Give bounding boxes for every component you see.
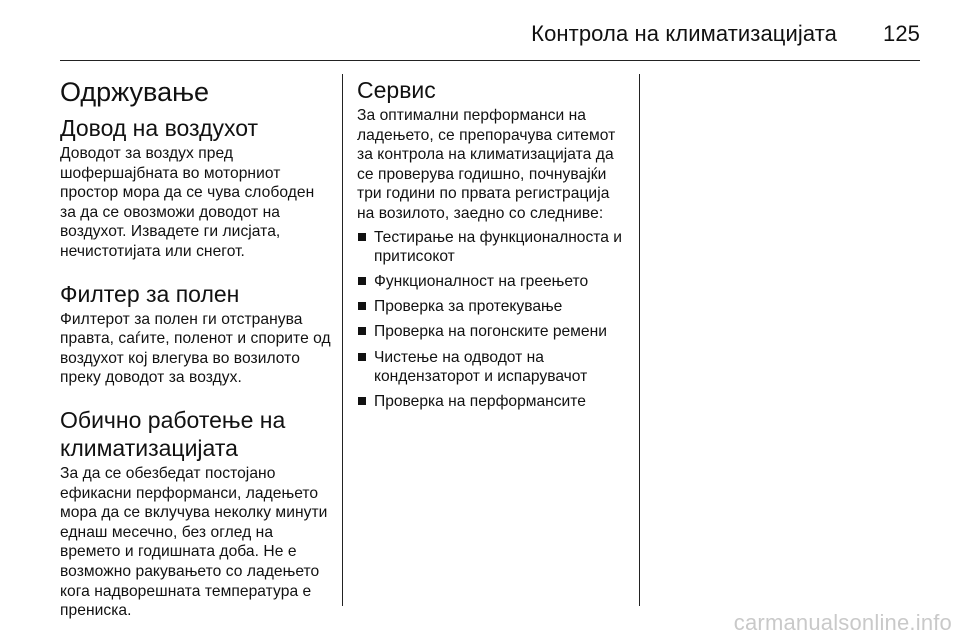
column-divider-left [342, 74, 343, 606]
section-heading: Обично работење на климатизацијата [60, 406, 286, 461]
service-intro: За оптимални перформанси на ладењето, се препорачува ситемот за контрола на климатизацијата да се проверува годишно, почнувајќи три години по првата регистрација на возилото, заедно со следниве: [357, 107, 616, 222]
watermark: carmanualsonline.info [733, 610, 952, 635]
service-check-list [357, 228, 629, 412]
section-regular-operation [60, 406, 332, 621]
column-divider-right [639, 74, 640, 606]
square-bullet-icon [358, 233, 366, 241]
column-left [60, 76, 332, 639]
square-bullet-icon [358, 397, 366, 405]
square-bullet-icon [358, 327, 366, 335]
list-item: Тестирање на функционалноста и притисокот [357, 228, 629, 267]
square-bullet-icon [358, 353, 366, 361]
page-number: 125 [882, 21, 920, 46]
section-pollen-filter [60, 280, 332, 388]
section-text: Филтерот за полен ги отстранува правта, саѓите, поленот и спорите од воздухот кој влегува во возилото преку доводот за воздух. [60, 310, 331, 387]
square-bullet-icon [358, 302, 366, 310]
list-item: Чистење на одводот на кондензаторот и испарувачот [357, 348, 629, 387]
column-middle [357, 76, 629, 417]
list-item: Проверка на погонските ремени [357, 322, 629, 342]
list-item: Проверка за протекување [357, 297, 629, 317]
section-air-intake [60, 114, 332, 262]
header-title: Контрола на климатизацијата [531, 21, 837, 46]
chapter-heading: Одржување [60, 77, 210, 107]
section-heading: Филтер за полен [60, 280, 240, 307]
service-heading: Сервис [357, 77, 436, 103]
list-item: Функционалност на греењето [357, 272, 629, 292]
header-divider [60, 60, 920, 61]
section-heading: Довод на воздухот [60, 115, 259, 141]
section-text: Доводот за воздух пред шофершајбната во моторниот простор мора да се чува слободен за да се овозможи доводот на воздухот. Извадете ги лисјата, нечистотијата или снегот. [60, 145, 315, 260]
section-text: За да се обезбедат постојано ефикасни перформанси, ладењето мора да се вклучува неколку минути еднаш месечно, без оглед на времето и годишната доба. Не е возможно ракувањето со ладењето кога надворешната температура е прениска. [60, 464, 328, 620]
page-header [531, 18, 920, 50]
list-item: Проверка на перформансите [357, 392, 629, 412]
square-bullet-icon [358, 277, 366, 285]
